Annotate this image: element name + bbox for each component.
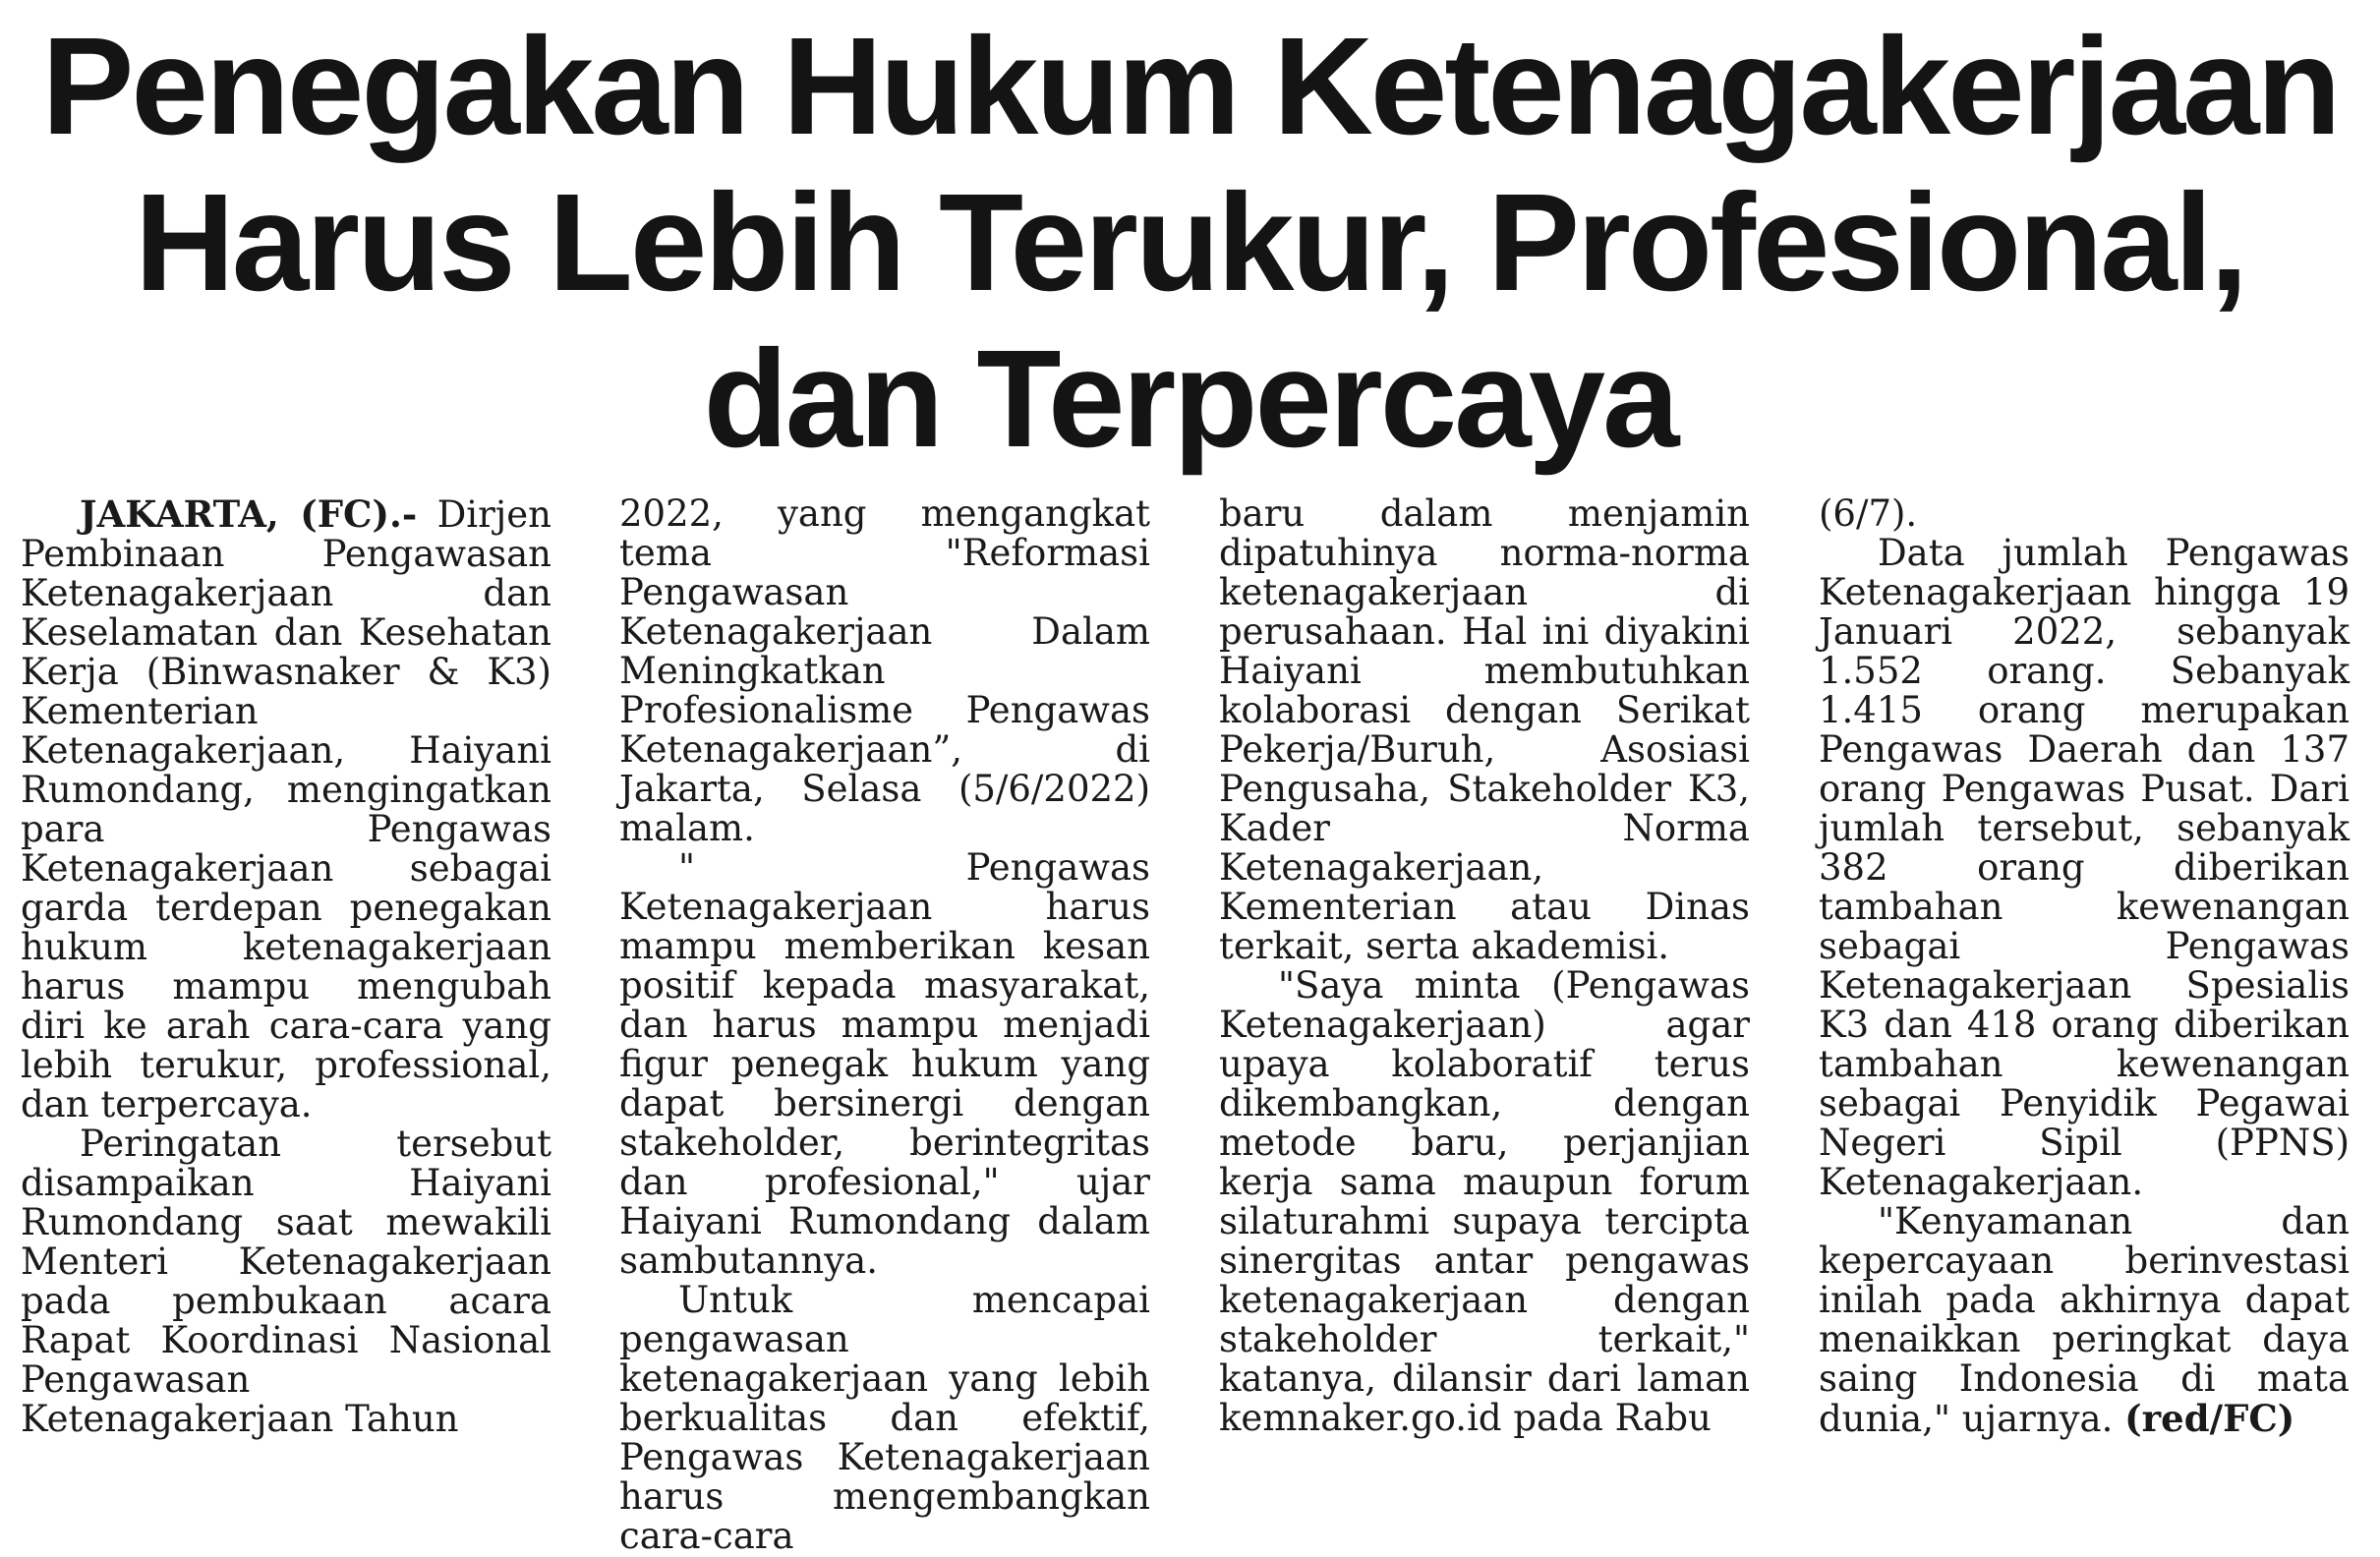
column-3: [1219, 494, 1750, 1448]
paragraph-3: " Pengawas Ketenagakerjaan harus mampu memberikan kesan positif kepada masyarakat, dan harus mampu menjadi figur penegak hukum yang dapat bersinergi dengan stakeholder, berintegritas dan profesional," ujar Haiyani Rumondang dalam sambutannya.: [619, 846, 1150, 1282]
column-1: [21, 494, 551, 1448]
paragraph-5-start: "Saya minta (Pengawas Ketenagakerjaan) agar upaya kolaboratif terus dikembangkan, dengan metode baru, perjanjian kerja sama maupun forum silaturahmi supaya tercipta sinergitas antar pengawas ketenagakerjaan dengan stakeholder terkait," katanya, dilansir dari laman kemnaker.go.id pada Rabu: [1219, 964, 1750, 1439]
paragraph-1-text: Dirjen Pembinaan Pengawasan Ketenagakerjaan dan Keselamatan dan Kesehatan Kerja (Binwasnaker & K3) Kementerian Ketenagakerjaan, Haiyani Rumondang, mengingatkan para Pengawas Ketenagakerjaan sebagai garda terdepan penegakan hukum ketenagakerjaan harus mampu mengubah diri ke arah cara-cara yang lebih terukur, professional, dan terpercaya.: [21, 493, 551, 1125]
paragraph-1: [21, 494, 551, 1124]
headline-line-1: Penegakan Hukum Ketenagakerjaan: [41, 8, 2339, 163]
article-body: [0, 492, 2380, 1557]
dateline: JAKARTA, (FC).-: [80, 492, 418, 536]
paragraph-7-text: "Kenyamanan dan kepercayaan berinvestasi inilah pada akhirnya dapat menaikkan peringkat daya saing Indonesia di mata dunia," ujarnya.: [1819, 1200, 2350, 1440]
paragraph-6: Data jumlah Pengawas Ketenagakerjaan hingga 19 Januari 2022, sebanyak 1.552 orang. Sebanyak 1.415 orang merupakan Pengawas Daerah dan 137 orang Pengawas Pusat. Dari jumlah tersebut, sebanyak 382 orang diberikan tambahan kewenangan sebagai Pengawas Ketenagakerjaan Spesialis K3 dan 418 orang diberikan tambahan kewenangan sebagai Penyidik Pegawai Negeri Sipil (PPNS) Ketenagakerjaan.: [1819, 532, 2350, 1203]
headline-line-3: dan Terpercaya: [703, 320, 1677, 476]
signoff: (red/FC): [2124, 1397, 2295, 1440]
column-4: [1819, 494, 2350, 1448]
headline-line-2: Harus Lebih Terukur, Profesional,: [134, 164, 2246, 319]
paragraph-5-end: (6/7).: [1819, 492, 1918, 535]
paragraph-2-end: 2022, yang mengangkat tema "Reformasi Pengawasan Ketenagakerjaan Dalam Meningkatkan Profesionalisme Pengawas Ketenagakerjaan”, di Jakarta, Selasa (5/6/2022) malam.: [619, 492, 1150, 849]
column-2: [619, 492, 1150, 1557]
paragraph-4-start: Untuk mencapai pengawasan ketenagakerjaan yang lebih berkualitas dan efektif, Pengawas Ketenagakerjaan harus mengembangkan cara-cara: [619, 1279, 1150, 1557]
paragraph-7: [1819, 1202, 2350, 1439]
headline: [39, 8, 2341, 477]
paragraph-2-start: Peringatan tersebut disampaikan Haiyani Rumondang saat mewakili Menteri Ketenagakerjaan pada pembukaan acara Rapat Koordinasi Nasional Pengawasan Ketenagakerjaan Tahun: [21, 1123, 551, 1440]
paragraph-4-end: baru dalam menjamin dipatuhinya norma-norma ketenagakerjaan di perusahaan. Hal ini diyakini Haiyani membutuhkan kolaborasi dengan Serikat Pekerja/Buruh, Asosiasi Pengusaha, Stakeholder K3, Kader Norma Ketenagakerjaan, Kementerian atau Dinas terkait, serta akademisi.: [1219, 492, 1750, 967]
